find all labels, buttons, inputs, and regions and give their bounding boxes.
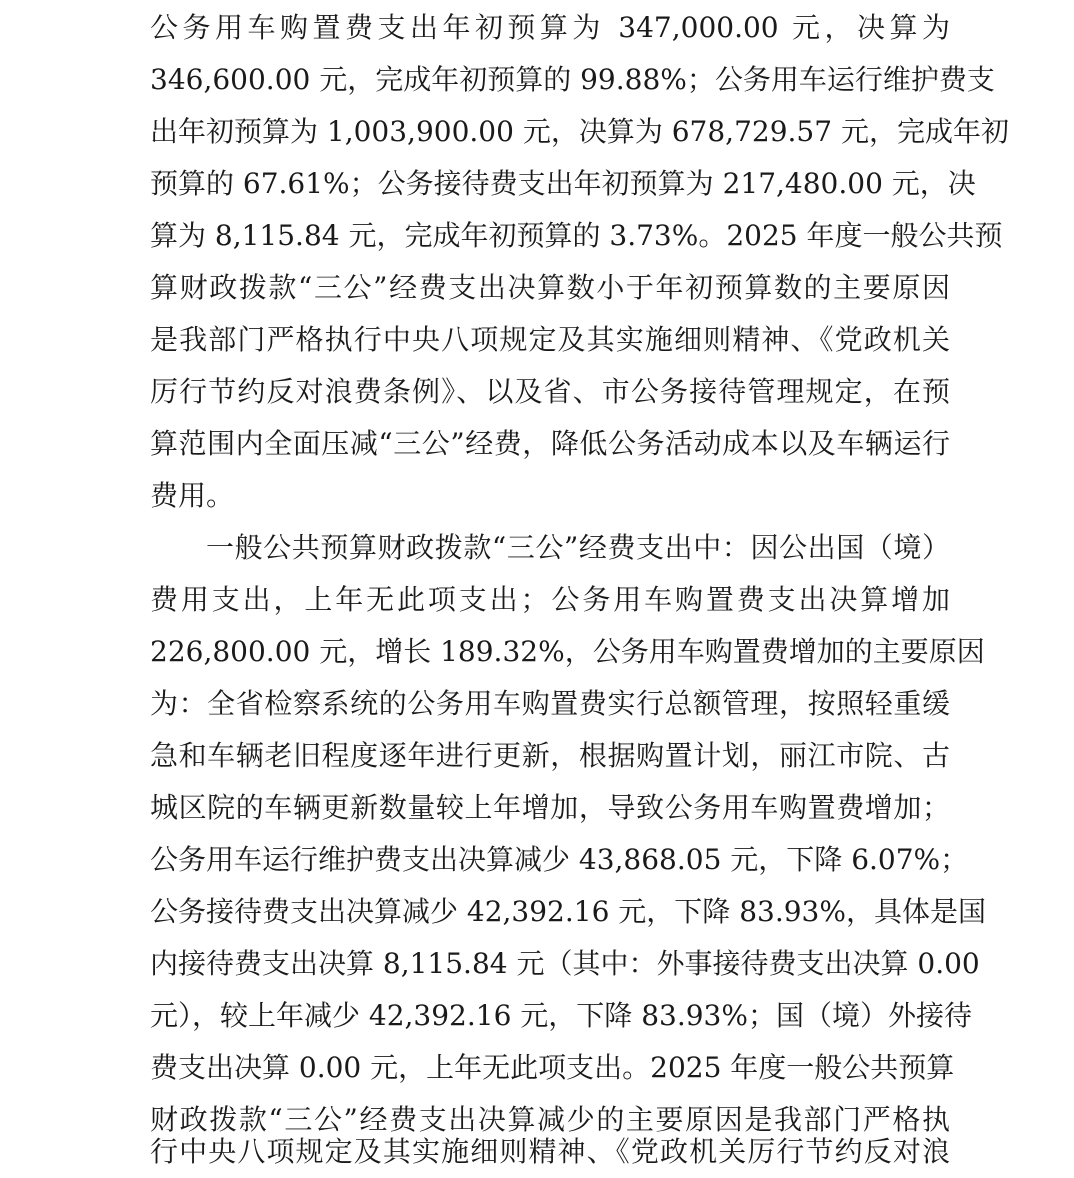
text-line: 行中央八项规定及其实施细则精神、《党政机关厉行节约反对浪: [150, 1135, 950, 1168]
text-line: 出年初预算为 1,003,900.00 元，决算为 678,729.57 元，完成年初: [150, 115, 1009, 148]
text-line: 一般公共预算财政拨款“三公”经费支出中：因公出国（境）: [206, 531, 950, 564]
text-line: 城区院的车辆更新数量较上年增加，导致公务用车购置费增加；: [150, 791, 950, 824]
text-line: 费用支出，上年无此项支出；公务用车购置费支出决算增加: [150, 583, 950, 616]
text-line: 费支出决算 0.00 元，上年无此项支出。2025 年度一般公共预算: [150, 1051, 955, 1084]
text-line: 346,600.00 元，完成年初预算的 99.88%；公务用车运行维护费支: [150, 63, 995, 96]
text-line: 公务用车运行维护费支出决算减少 43,868.05 元，下降 6.07%；: [150, 843, 969, 876]
text-line: 厉行节约反对浪费条例》、以及省、市公务接待管理规定，在预: [150, 375, 950, 408]
text-line: 公务接待费支出决算减少 42,392.16 元，下降 83.93%，具体是国: [150, 895, 986, 928]
text-line: 财政拨款“三公”经费支出决算减少的主要原因是我部门严格执: [150, 1103, 950, 1136]
text-line: 元），较上年减少 42,392.16 元，下降 83.93%；国（境）外接待: [150, 999, 972, 1032]
text-line: 急和车辆老旧程度逐年进行更新，根据购置计划，丽江市院、古: [150, 739, 950, 772]
text-line: 为：全省检察系统的公务用车购置费实行总额管理，按照轻重缓: [150, 687, 950, 720]
text-line: 算范围内全面压减“三公”经费，降低公务活动成本以及车辆运行: [150, 427, 950, 460]
text-line: 是我部门严格执行中央八项规定及其实施细则精神、《党政机关: [150, 323, 950, 356]
text-line: 算为 8,115.84 元，完成年初预算的 3.73%。2025 年度一般公共预: [150, 219, 1003, 252]
text-line: 内接待费支出决算 8,115.84 元（其中：外事接待费支出决算 0.00: [150, 947, 980, 980]
text-line: 算财政拨款“三公”经费支出决算数小于年初预算数的主要原因: [150, 271, 950, 304]
text-line: 公务用车购置费支出年初预算为 347,000.00 元，决算为: [150, 11, 950, 44]
text-line: 预算的 67.61%；公务接待费支出年初预算为 217,480.00 元，决: [150, 167, 976, 200]
text-line: 费用。: [150, 479, 235, 512]
text-line: 226,800.00 元，增长 189.32%，公务用车购置费增加的主要原因: [150, 635, 985, 668]
